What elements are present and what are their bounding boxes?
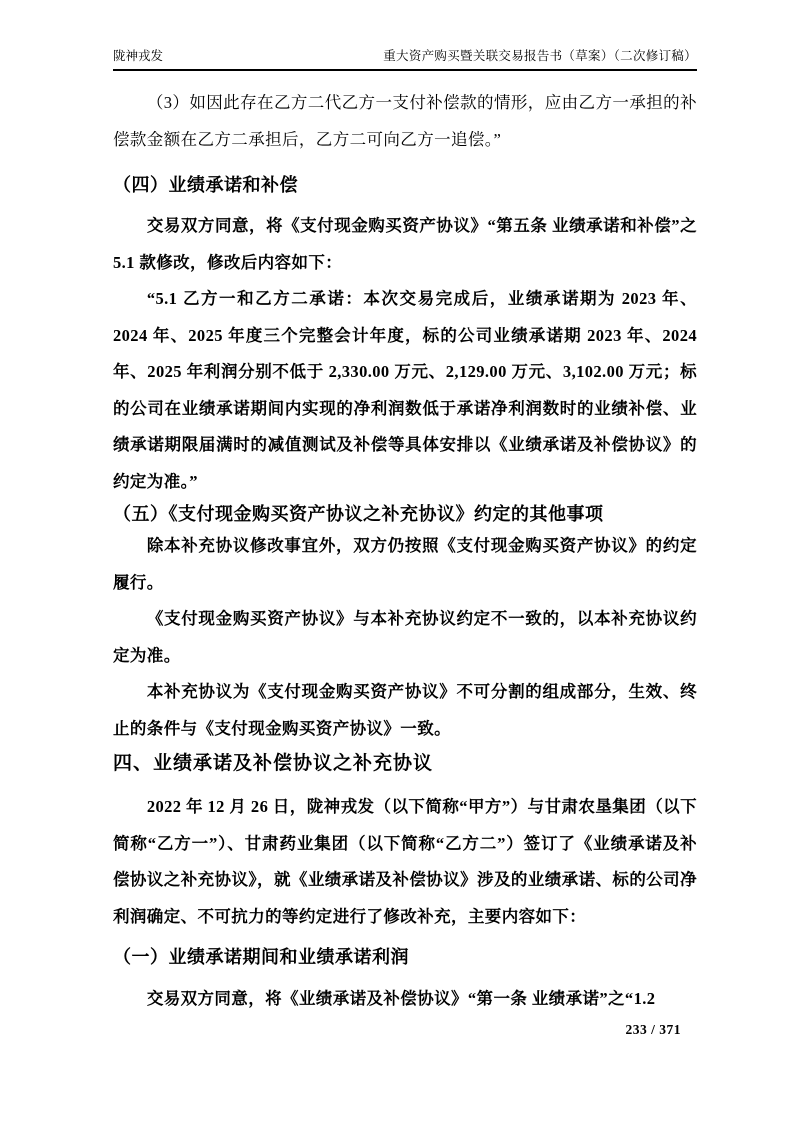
header-company-name: 陇神戎发 [113,49,164,63]
heading-item-four-performance-commitment: （四）业绩承诺和补偿 [113,175,298,195]
paragraph-signing-2022: 2022 年 12 月 26 日，陇神戎发（以下简称“甲方”）与甘肃农垦集团（以下简称“乙方一”）、甘肃药业集团（以下简称“乙方二”）签订了《业绩承诺及补偿协议之补充协议》，就《业绩承诺及补偿协议》涉及的业绩承诺、标的公司净利润确定、不可抗力的等约定进行了修改补充，主要内容如下： [113,797,697,926]
paragraph-clause-3: （3）如因此存在乙方二代乙方一支付补偿款的情形，应由乙方一承担的补偿款金额在乙方二承担后，乙方二可向乙方一追偿。” [113,93,697,149]
page-content [113,48,697,1018]
header-report-title: 重大资产购买暨关联交易报告书（草案）（二次修订稿） [383,49,697,63]
heading-section-four-supplementary-agreement: 四、业绩承诺及补偿协议之补充协议 [113,753,434,774]
heading-item-five-other-matters: （五）《支付现金购买资产协议之补充协议》约定的其他事项 [113,504,604,524]
paragraph-clause-5-1-content: “5.1 乙方一和乙方二承诺：本次交易完成后，业绩承诺期为 2023 年、2024 年、2025 年度三个完整会计年度，标的公司业绩承诺期 2023 年、2024 年、2025 年利润分别不低于 2,330.00 万元、2,129.00 万元、3,102.00 万元；标的公司在业绩承诺期间内实现的净利润数低于承诺净利润数时的业绩补偿、业绩承诺期限届满时的减值测试及补偿等具体安排以《业绩承诺及补偿协议》的约定为准。” [113,289,697,491]
heading-item-one-commitment-period: （一）业绩承诺期间和业绩承诺利润 [113,947,409,967]
paragraph-perform-as-agreed: 除本补充协议修改事宜外，双方仍按照《支付现金购买资产协议》的约定履行。 [113,536,697,592]
page-number: 233 / 371 [625,1022,681,1037]
paragraph-agree-modify-clause-5-1: 交易双方同意，将《支付现金购买资产协议》“第五条 业绩承诺和补偿”之 5.1 款修改，修改后内容如下： [113,216,697,272]
document-body [113,85,697,1018]
paragraph-agree-modify-clause-1-2: 交易双方同意，将《业绩承诺及补偿协议》“第一条 业绩承诺”之“1.2 [146,989,656,1008]
page-header [113,48,697,71]
paragraph-integral-part: 本补充协议为《支付现金购买资产协议》不可分割的组成部分，生效、终止的条件与《支付现金购买资产协议》一致。 [113,682,697,738]
paragraph-conflict-rule: 《支付现金购买资产协议》与本补充协议约定不一致的，以本补充协议约定为准。 [113,609,697,665]
